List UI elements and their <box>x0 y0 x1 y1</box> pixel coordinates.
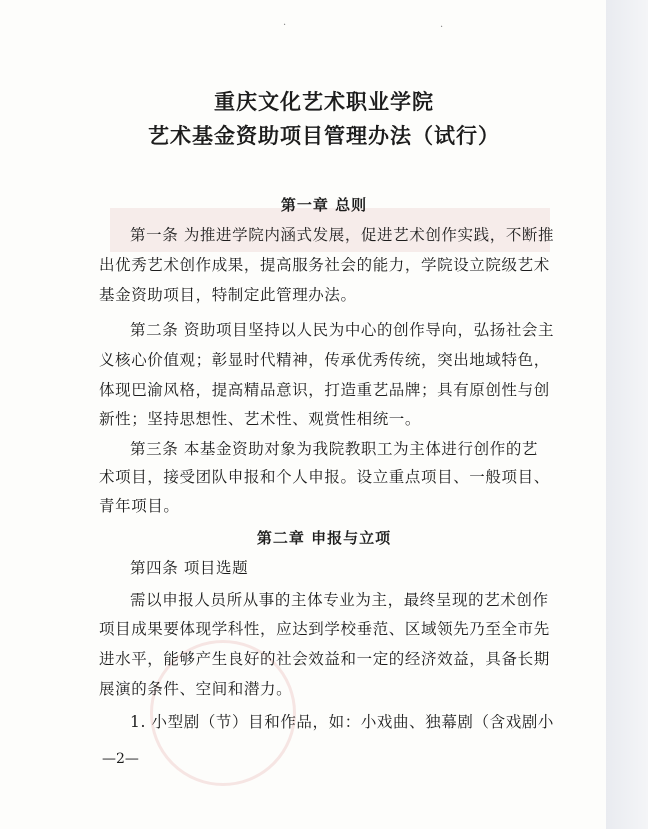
chapter-1-heading: 第一章 总则 <box>280 196 368 214</box>
paragraph-line: 术项目，接受团队申报和个人申报。设立重点项目、一般项目、 <box>99 468 550 486</box>
chapter-2-heading: 第二章 申报与立项 <box>256 529 392 547</box>
paragraph-line: 第二条 资助项目坚持以人民为中心的创作导向，弘扬社会主 <box>130 321 555 339</box>
paragraph-line: 青年项目。 <box>99 497 180 515</box>
scan-speck: · <box>283 20 287 31</box>
paragraph-line: 展演的条件、空间和潜力。 <box>99 680 293 698</box>
scan-speck: · <box>440 22 444 33</box>
document-title-line-2: 艺术基金资助项目管理办法（试行） <box>148 123 500 148</box>
document-title-line-1: 重庆文化艺术职业学院 <box>214 89 434 114</box>
list-item: 1. 小型剧（节）目和作品，如：小戏曲、独幕剧（含戏剧小 <box>130 713 555 731</box>
paragraph-line: 需以申报人员所从事的主体专业为主，最终呈现的艺术创作 <box>130 591 549 609</box>
paragraph-line: 第三条 本基金资助对象为我院教职工为主体进行创作的艺 <box>130 440 539 458</box>
article-heading: 第四条 项目选题 <box>130 559 249 577</box>
page-number: —2— <box>102 751 139 767</box>
paragraph-line: 基金资助项目，特制定此管理办法。 <box>99 286 357 304</box>
paragraph-line: 第一条 为推进学院内涵式发展，促进艺术创作实践，不断推 <box>130 226 555 244</box>
paragraph-line: 义核心价值观；彰显时代精神，传承优秀传统，突出地域特色， <box>99 351 550 369</box>
paragraph-line: 出优秀艺术创作成果，提高服务社会的能力，学院设立院级艺术 <box>99 256 550 274</box>
paragraph-line: 体现巴渝风格，提高精品意识，打造重艺品牌；具有原创性与创 <box>99 381 550 399</box>
paragraph-line: 进水平，能够产生良好的社会效益和一定的经济效益，具备长期 <box>99 650 550 668</box>
paragraph-line: 项目成果要体现学科性，应达到学校垂范、区域领先乃至全市先 <box>99 620 550 638</box>
paragraph-line: 新性；坚持思想性、艺术性、观赏性相统一。 <box>99 410 422 428</box>
